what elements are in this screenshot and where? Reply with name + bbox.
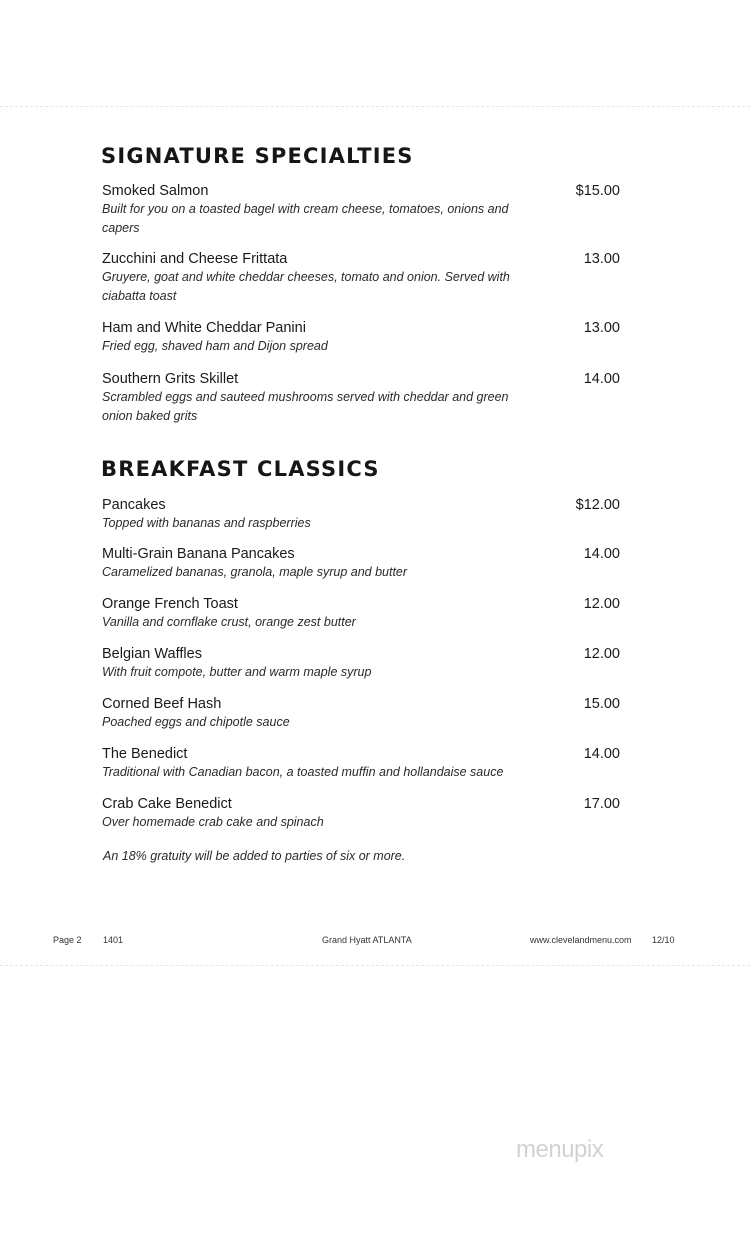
- menu-item-belgian-waffles: [102, 645, 622, 682]
- menu-item-zucchini-frittata: [102, 250, 622, 306]
- item-price: 12.00: [583, 596, 620, 612]
- footer-venue: Grand Hyatt ATLANTA: [322, 935, 412, 945]
- item-description: Gruyere, goat and white cheddar cheeses, tomato and onion. Served with ciabatta toast: [102, 270, 510, 303]
- item-name: Multi-Grain Banana Pancakes: [102, 546, 295, 562]
- item-description: Built for you on a toasted bagel with cream cheese, tomatoes, onions and capers: [102, 202, 509, 235]
- item-name: Crab Cake Benedict: [102, 796, 232, 812]
- menu-item-pancakes: [102, 496, 622, 533]
- item-price: 13.00: [583, 251, 620, 267]
- item-name: Pancakes: [102, 497, 166, 513]
- item-price: 12.00: [583, 646, 620, 662]
- item-description: Fried egg, shaved ham and Dijon spread: [102, 339, 328, 353]
- section-title-signature-specialties: SIGNATURE SPECIALTIES: [101, 144, 414, 168]
- item-price: $15.00: [575, 183, 620, 199]
- section-title-breakfast-classics: BREAKFAST CLASSICS: [101, 457, 380, 481]
- bottom-divider: [0, 965, 750, 966]
- menupix-watermark: menupix: [516, 1136, 604, 1163]
- top-divider: [0, 106, 750, 107]
- item-description: Vanilla and cornflake crust, orange zest butter: [102, 615, 356, 629]
- item-price: 13.00: [583, 320, 620, 336]
- item-name: Corned Beef Hash: [102, 696, 222, 712]
- menu-item-southern-grits-skillet: [102, 370, 622, 426]
- menu-item-the-benedict: [102, 745, 622, 782]
- item-name: Orange French Toast: [102, 596, 238, 612]
- item-name: Zucchini and Cheese Frittata: [102, 251, 288, 267]
- menu-item-smoked-salmon: [102, 182, 622, 238]
- item-description: Poached eggs and chipotle sauce: [102, 715, 290, 729]
- item-price: 14.00: [583, 546, 620, 562]
- item-description: Caramelized bananas, granola, maple syrup and butter: [102, 565, 408, 579]
- footer-page-number: Page 2: [53, 935, 82, 945]
- menu-item-orange-french-toast: [102, 595, 622, 632]
- footer-website: www.clevelandmenu.com: [530, 935, 632, 945]
- item-description: Topped with bananas and raspberries: [102, 516, 311, 530]
- menu-item-multi-grain-pancakes: [102, 545, 622, 582]
- item-price: 15.00: [583, 696, 620, 712]
- item-name: Smoked Salmon: [102, 183, 209, 199]
- item-name: Southern Grits Skillet: [102, 371, 239, 387]
- item-name: Ham and White Cheddar Panini: [102, 320, 306, 336]
- item-name: The Benedict: [102, 746, 188, 762]
- footer-date: 12/10: [652, 935, 675, 945]
- item-description: Over homemade crab cake and spinach: [102, 815, 324, 829]
- item-description: Traditional with Canadian bacon, a toasted muffin and hollandaise sauce: [102, 765, 504, 779]
- gratuity-note: An 18% gratuity will be added to parties of six or more.: [103, 849, 406, 863]
- item-price: 17.00: [583, 796, 620, 812]
- footer-code: 1401: [103, 935, 124, 945]
- item-price: 14.00: [583, 746, 620, 762]
- menu-item-ham-cheddar-panini: [102, 319, 622, 356]
- menu-item-crab-cake-benedict: [102, 795, 622, 832]
- item-description: Scrambled eggs and sauteed mushrooms served with cheddar and green onion baked grits: [102, 390, 509, 423]
- item-description: With fruit compote, butter and warm maple syrup: [102, 665, 372, 679]
- item-price: 14.00: [583, 371, 620, 387]
- item-name: Belgian Waffles: [102, 646, 202, 662]
- menu-item-corned-beef-hash: [102, 695, 622, 732]
- item-price: $12.00: [575, 497, 620, 513]
